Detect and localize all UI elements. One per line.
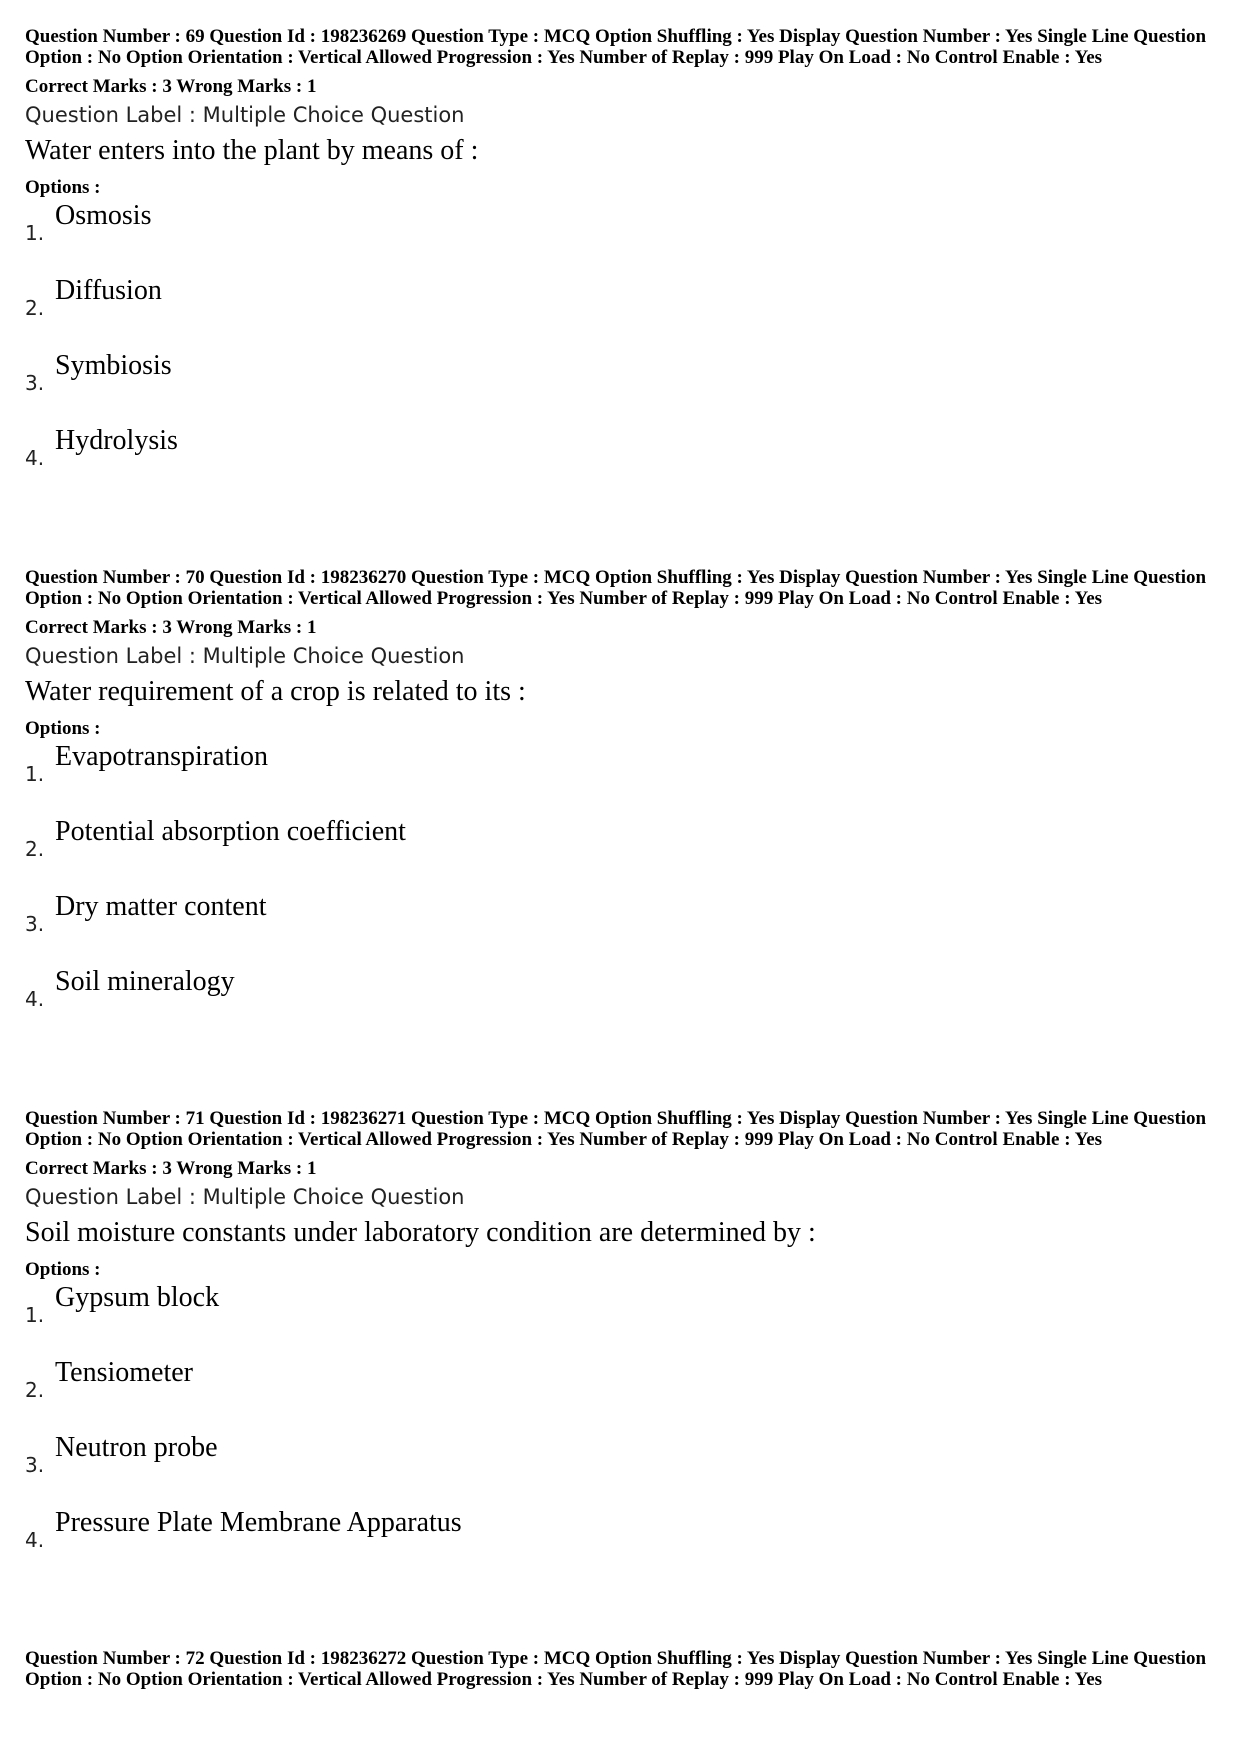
question-marks: Correct Marks : 3 Wrong Marks : 1 bbox=[25, 617, 317, 638]
option-number: 2. bbox=[25, 296, 45, 320]
question-text: Water enters into the plant by means of : bbox=[25, 135, 479, 166]
question-label: Question Label : Multiple Choice Question bbox=[25, 103, 465, 127]
option-item[interactable] bbox=[25, 1506, 1220, 1581]
question-block-69 bbox=[25, 26, 1220, 499]
option-text: Soil mineralogy bbox=[55, 966, 235, 997]
question-text: Water requirement of a crop is related to its : bbox=[25, 676, 526, 707]
question-block-72 bbox=[25, 1648, 1220, 1690]
question-meta: Question Number : 69 Question Id : 198236269 Question Type : MCQ Option Shuffling : Yes Display Question Number : Yes Single Line Question Option : No Option Orientation : Vertical Allowed Progression : Yes Number of Replay : 999 Play On Load : No Control Enable : Yes bbox=[25, 26, 1207, 68]
option-text: Neutron probe bbox=[55, 1432, 218, 1463]
option-number: 1. bbox=[25, 762, 45, 786]
question-label: Question Label : Multiple Choice Question bbox=[25, 1185, 465, 1209]
question-block-71 bbox=[25, 1108, 1220, 1581]
question-meta: Question Number : 72 Question Id : 198236272 Question Type : MCQ Option Shuffling : Yes Display Question Number : Yes Single Line Question Option : No Option Orientation : Vertical Allowed Progression : Yes Number of Replay : 999 Play On Load : No Control Enable : Yes bbox=[25, 1648, 1207, 1690]
question-text: Soil moisture constants under laboratory condition are determined by : bbox=[25, 1217, 816, 1248]
option-number: 3. bbox=[25, 371, 45, 395]
options-label: Options : bbox=[25, 1259, 101, 1280]
option-item[interactable] bbox=[25, 740, 1220, 815]
option-text: Evapotranspiration bbox=[55, 741, 269, 772]
option-number: 3. bbox=[25, 912, 45, 936]
option-number: 2. bbox=[25, 837, 45, 861]
question-label: Question Label : Multiple Choice Question bbox=[25, 644, 465, 668]
option-text: Dry matter content bbox=[55, 891, 267, 922]
option-number: 2. bbox=[25, 1378, 45, 1402]
options-label: Options : bbox=[25, 718, 101, 739]
option-item[interactable] bbox=[25, 274, 1220, 349]
option-item[interactable] bbox=[25, 1356, 1220, 1431]
option-text: Hydrolysis bbox=[55, 425, 178, 456]
options-label: Options : bbox=[25, 177, 101, 198]
option-item[interactable] bbox=[25, 815, 1220, 890]
option-text: Diffusion bbox=[55, 275, 162, 306]
option-number: 1. bbox=[25, 221, 45, 245]
option-item[interactable] bbox=[25, 965, 1220, 1040]
option-item[interactable] bbox=[25, 1431, 1220, 1506]
option-item[interactable] bbox=[25, 1281, 1220, 1356]
option-text: Potential absorption coefficient bbox=[55, 816, 406, 847]
option-text: Symbiosis bbox=[55, 350, 172, 381]
question-meta: Question Number : 70 Question Id : 198236270 Question Type : MCQ Option Shuffling : Yes Display Question Number : Yes Single Line Question Option : No Option Orientation : Vertical Allowed Progression : Yes Number of Replay : 999 Play On Load : No Control Enable : Yes bbox=[25, 567, 1207, 609]
option-number: 4. bbox=[25, 1528, 45, 1552]
option-item[interactable] bbox=[25, 349, 1220, 424]
option-text: Osmosis bbox=[55, 200, 152, 231]
option-number: 4. bbox=[25, 987, 45, 1011]
question-block-70 bbox=[25, 567, 1220, 1040]
option-text: Gypsum block bbox=[55, 1282, 220, 1313]
option-text: Tensiometer bbox=[55, 1357, 193, 1388]
option-number: 1. bbox=[25, 1303, 45, 1327]
question-marks: Correct Marks : 3 Wrong Marks : 1 bbox=[25, 1158, 317, 1179]
question-meta: Question Number : 71 Question Id : 198236271 Question Type : MCQ Option Shuffling : Yes Display Question Number : Yes Single Line Question Option : No Option Orientation : Vertical Allowed Progression : Yes Number of Replay : 999 Play On Load : No Control Enable : Yes bbox=[25, 1108, 1207, 1150]
option-text: Pressure Plate Membrane Apparatus bbox=[55, 1507, 462, 1538]
option-number: 3. bbox=[25, 1453, 45, 1477]
question-marks: Correct Marks : 3 Wrong Marks : 1 bbox=[25, 76, 317, 97]
option-item[interactable] bbox=[25, 199, 1220, 274]
option-number: 4. bbox=[25, 446, 45, 470]
option-item[interactable] bbox=[25, 890, 1220, 965]
option-item[interactable] bbox=[25, 424, 1220, 499]
